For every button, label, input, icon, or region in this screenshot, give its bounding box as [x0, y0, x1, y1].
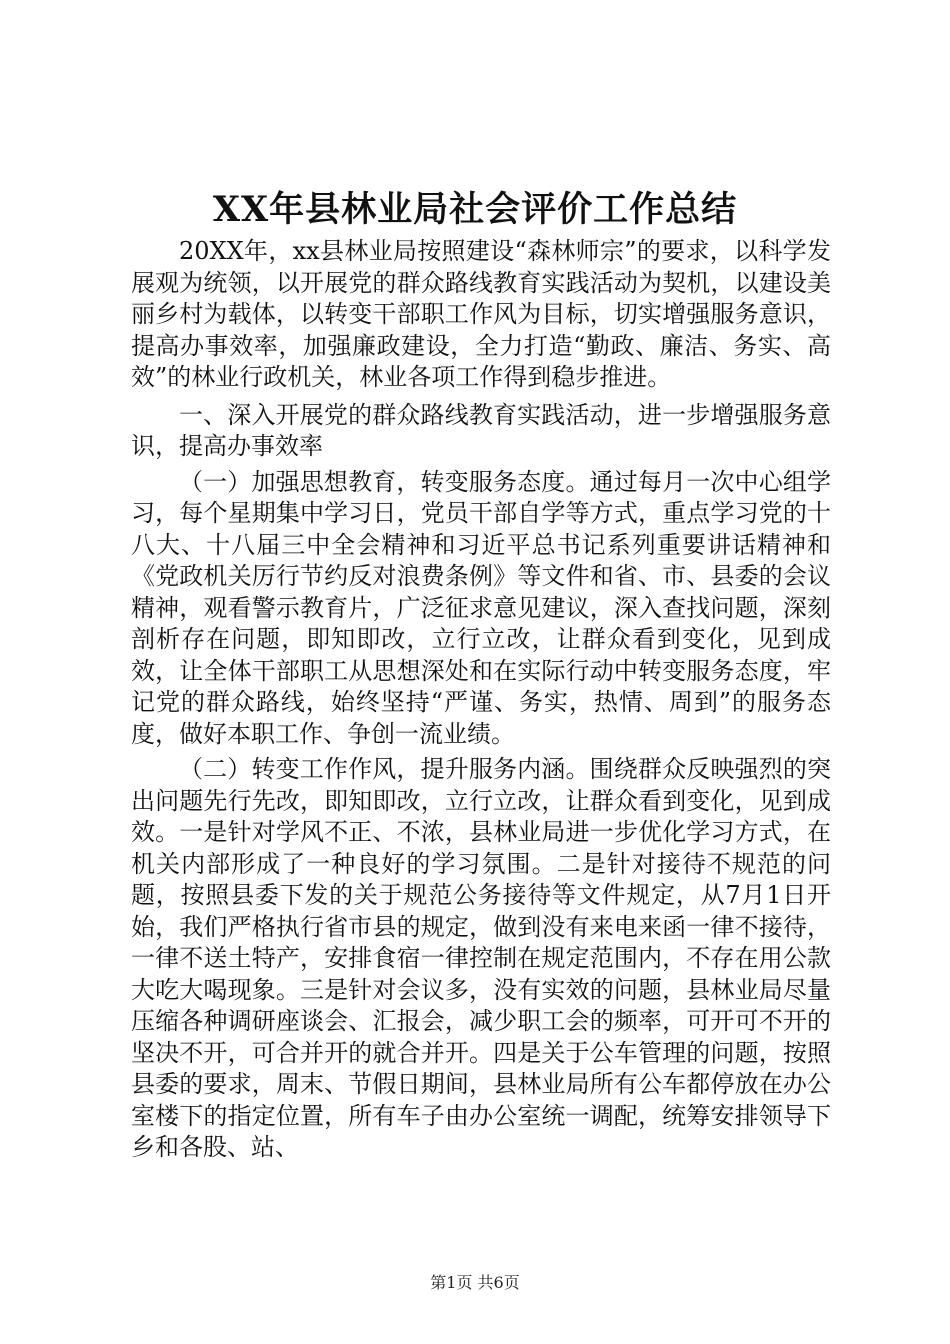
- section-heading-1: 一、深入开展党的群众路线教育实践活动，进一步增强服务意识，提高办事效率: [131, 400, 831, 460]
- subsection-paragraph-2: （二）转变工作作风，提升服务内涵。围绕群众反映强烈的突出问题先行先改，即知即改，立行立改，让群众看到变化，见到成效。一是针对学风不正、不浓，县林业局进一步优化学习方式，在机关内部形成了一种良好的学习氛围。二是针对接待不规范的问题，按照县委下发的关于规范公务接待等文件规定，从7月1日开始，我们严格执行省市县的规定，做到没有来电来函一律不接待，一律不送土特产，安排食宿一律控制在规定范围内，不存在用公款大吃大喝现象。三是针对会议多，没有实效的问题，县林业局尽量压缩各种调研座谈会、汇报会，减少职工会的频率，可开可不开的坚决不开，可合并开的就合并开。四是关于公车管理的问题，按照县委的要求，周末、节假日期间，县林业局所有公车都停放在办公室楼下的指定位置，所有车子由办公室统一调配，统筹安排领导下乡和各股、站、: [131, 755, 831, 1161]
- document-title: XX年县林业局社会评价工作总结: [212, 189, 738, 230]
- intro-paragraph: 20XX年，xx县林业局按照建设“森林师宗”的要求，以科学发展观为统领，以开展党的群众路线教育实践活动为契机，以建设美丽乡村为载体，以转变干部职工作风为目标，切实增强服务意识，提高办事效率，加强廉政建设，全力打造“勤政、廉洁、务实、高效”的林业行政机关，林业各项工作得到稳步推进。: [131, 237, 831, 391]
- subsection-paragraph-1: （一）加强思想教育，转变服务态度。通过每月一次中心组学习，每个星期集中学习日，党员干部自学等方式，重点学习党的十八大、十八届三中全会精神和习近平总书记系列重要讲话精神和《党政机关厉行节约反对浪费条例》等文件和省、市、县委的会议精神，观看警示教育片，广泛征求意见建议，深入查找问题，深刻剖析存在问题，即知即改，立行立改，让群众看到变化，见到成效，让全体干部职工从思想深处和在实际行动中转变服务态度，牢记党的群众路线，始终坚持“严谨、务实，热情、周到”的服务态度，做好本职工作、争创一流业绩。: [131, 467, 831, 748]
- page-number-footer: 第1页 共6页: [430, 1273, 520, 1292]
- document-body: [131, 236, 831, 1164]
